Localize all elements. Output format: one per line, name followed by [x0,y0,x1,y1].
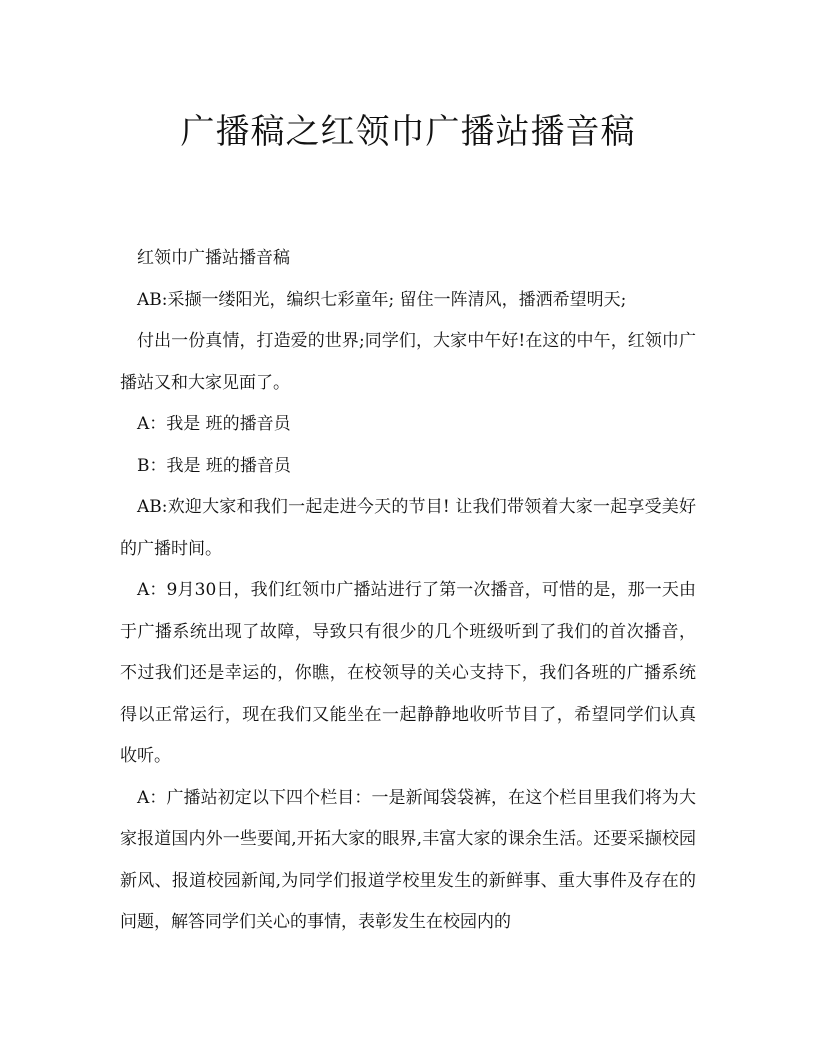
paragraph-opening: AB:采撷一缕阳光，编织七彩童年; 留住一阵清风，播洒希望明天; [137,289,627,310]
document-body [120,238,696,944]
paragraph-greeting: 付出一份真情，打造爱的世界;同学们，大家中午好!在这的中午，红领巾广播站又和大家见面了。 [120,331,696,393]
paragraph-host-b: B：我是 班的播音员 [137,455,291,476]
document-title: 广播稿之红领巾广播站播音稿 [180,112,636,152]
paragraph-columns: A：广播站初定以下四个栏目：一是新闻袋袋裤，在这个栏目里我们将为大家报道国内外一些要闻,开拓大家的眼界,丰富大家的课余生活。还要采撷校园新风、报道校园新闻,为同学们报道学校里发生的新鲜事、重大事件及存在的问题，解答同学们关心的事情，表彰发生在校园内的 [120,787,696,932]
paragraph-first-broadcast: A：9月30日，我们红领巾广播站进行了第一次播音，可惜的是，那一天由于广播系统出现了故障，导致只有很少的几个班级听到了我们的首次播音，不过我们还是幸运的，你瞧，在校领导的关心支持下，我们各班的广播系统得以正常运行，现在我们又能坐在一起静静地收听节目了，希望同学们认真收听。 [120,580,696,766]
paragraph-welcome: AB:欢迎大家和我们一起走进今天的节目! 让我们带领着大家一起享受美好的广播时间。 [120,497,696,559]
paragraph-host-a: A：我是 班的播音员 [137,414,291,434]
paragraph-heading: 红领巾广播站播音稿 [137,248,290,268]
